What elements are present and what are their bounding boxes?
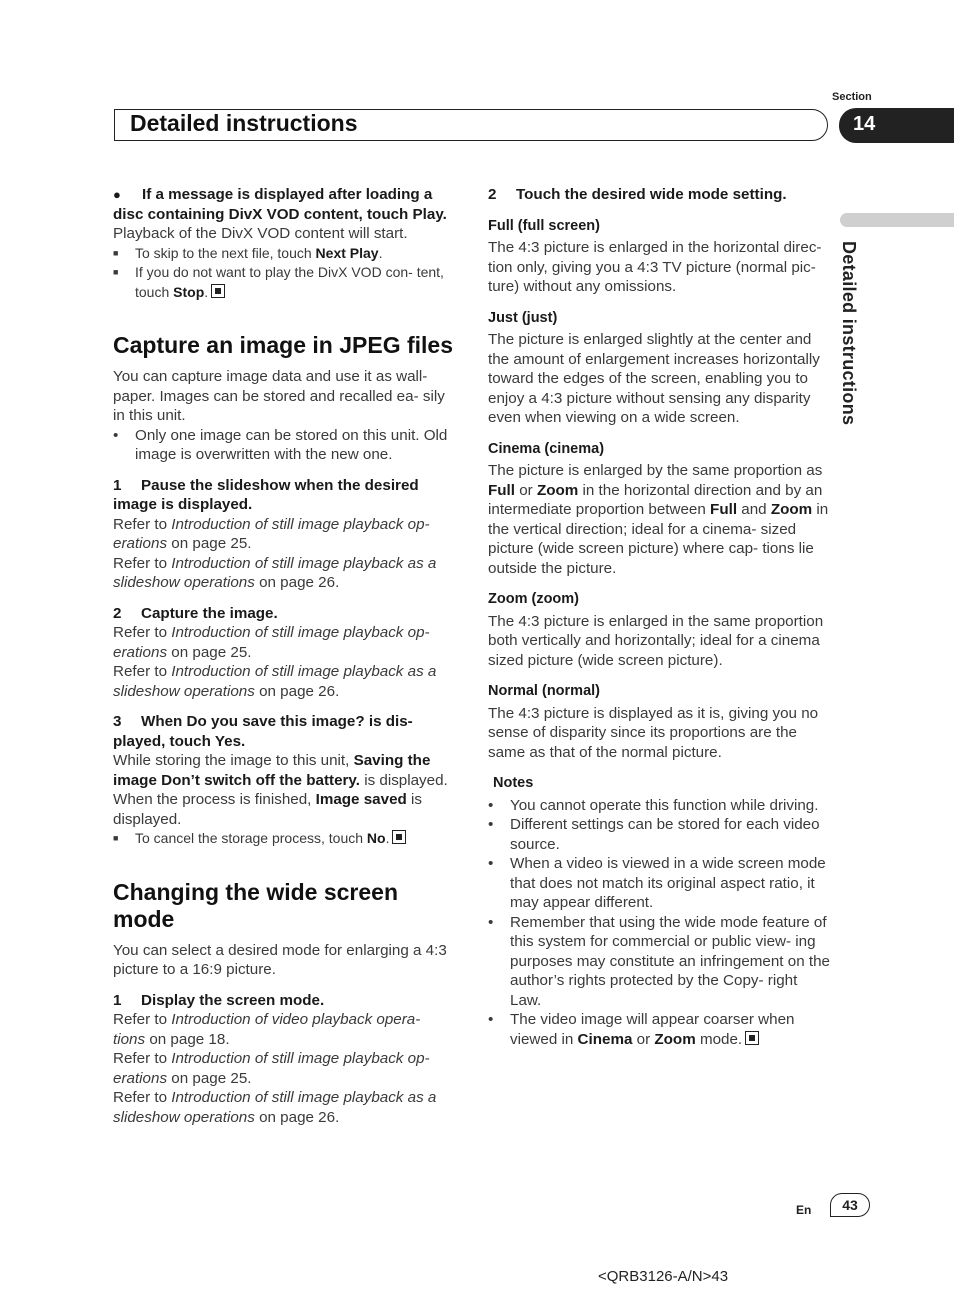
step-text: Refer to Introduction of still image playback as a slideshow operations on page 26.: [113, 663, 437, 700]
mode-just-heading: Just (just): [488, 309, 558, 326]
mode-cinema-heading: Cinema (cinema): [488, 440, 605, 457]
right-column: [488, 185, 832, 1049]
stop-icon: [211, 284, 225, 298]
wide-step-1: 1 Display the screen mode.: [113, 991, 325, 1009]
step-text: While storing the image to this unit, Saving the image Don’t switch off the battery. is displayed. When the process is finished, Image saved is displayed.: [113, 752, 448, 828]
list-item: • The video image will appear coarser when viewed in Cinema or Zoom mode.: [488, 1010, 832, 1049]
section-badge: [839, 108, 954, 143]
side-tab-label: Detailed instructions: [839, 241, 859, 426]
step-text: Refer to Introduction of still image playback as a slideshow operations on page 26.: [113, 1089, 437, 1126]
stop-icon: [392, 830, 406, 844]
mode-zoom-text: The 4:3 picture is enlarged in the same proportion both vertically and horizontally; ideal for a cinema sized picture (wide screen picture).: [488, 612, 824, 669]
divx-message-heading: ● If a message is displayed after loading a disc containing DivX VOD content, touch Play.: [113, 185, 455, 224]
language-label: En: [796, 1203, 812, 1217]
step-text: Refer to Introduction of video playback opera- tions on page 18.: [113, 1011, 421, 1048]
mode-full-text: The 4:3 picture is enlarged in the horizontal direc- tion only, giving you a 4:3 TV picture (normal pic- ture) without any omissions.: [488, 239, 822, 295]
capture-heading: Capture an image in JPEG files: [113, 332, 453, 358]
mode-normal-text: The 4:3 picture is displayed as it is, giving you no sense of disparity since its proportions are the same as that of the normal picture.: [488, 704, 819, 761]
side-tab-bar: [840, 213, 954, 227]
list-item: • Different settings can be stored for each video source.: [488, 815, 832, 854]
list-item: • You cannot operate this function while driving.: [488, 796, 832, 816]
mode-full-heading: Full (full screen): [488, 217, 600, 234]
section-number: 14: [853, 113, 876, 135]
step-text: Refer to Introduction of still image playback as a slideshow operations on page 26.: [113, 554, 437, 591]
section-label: Section: [832, 91, 872, 103]
list-item: • Only one image can be stored on this unit. Old image is overwritten with the new one.: [113, 426, 455, 465]
notes-heading: Notes: [493, 775, 534, 791]
mode-just-text: The picture is enlarged slightly at the center and the amount of enlargement increases horizontally toward the edges of the screen, enabling you to enjoy a 4:3 picture without sensing any disparity even when viewing on a wide screen.: [488, 331, 820, 426]
capture-intro: You can capture image data and use it as wall- paper. Images can be stored and recalled ea- sily in this unit.: [113, 368, 445, 424]
step-text: Refer to Introduction of still image playback op- erations on page 25.: [113, 1050, 430, 1087]
wide-mode-heading: Changing the wide screen mode: [113, 878, 398, 932]
divx-message-text: Playback of the DivX VOD content will start.: [113, 225, 408, 242]
capture-step-1: 1 Pause the slideshow when the desired image is displayed.: [113, 476, 419, 513]
capture-step-2: 2 Capture the image.: [113, 604, 278, 622]
page-number: 43: [830, 1193, 870, 1217]
stop-icon: [745, 1031, 759, 1045]
document-code: <QRB3126-A/N>43: [598, 1268, 729, 1285]
wide-step-2: 2 Touch the desired wide mode setting.: [488, 186, 787, 203]
list-item: ■ To cancel the storage process, touch No.: [113, 829, 455, 849]
page-title: Detailed instructions: [130, 110, 358, 136]
wide-mode-intro: You can select a desired mode for enlarging a 4:3 picture to a 16:9 picture.: [113, 941, 447, 978]
mode-normal-heading: Normal (normal): [488, 683, 600, 699]
list-item: ■ To skip to the next file, touch Next Play.: [113, 244, 455, 264]
capture-step-3: 3 When Do you save this image? is dis- played, touch Yes.: [113, 713, 413, 750]
step-text: Refer to Introduction of still image playback op- erations on page 25.: [113, 515, 430, 552]
left-column: [113, 185, 455, 1127]
step-text: Refer to Introduction of still image playback op- erations on page 25.: [113, 624, 430, 661]
list-item: • When a video is viewed in a wide screen mode that does not match its original aspect ratio, it may appear different.: [488, 854, 832, 913]
mode-zoom-heading: Zoom (zoom): [488, 591, 580, 607]
mode-cinema-text: The picture is enlarged by the same proportion as Full or Zoom in the horizontal direction and by an intermediate proportion between Full and Zoom in the vertical direction; ideal for a cinema- sized picture (wide screen picture) where cap- tions lie outside the picture.: [488, 462, 829, 577]
list-item: • Remember that using the wide mode feature of this system for commercial or public view- ing purposes may constitute an infringement on the author’s rights protected by the Copy- right Law.: [488, 913, 832, 1011]
list-item: ■ If you do not want to play the DivX VOD con- tent, touch Stop.: [113, 263, 455, 302]
